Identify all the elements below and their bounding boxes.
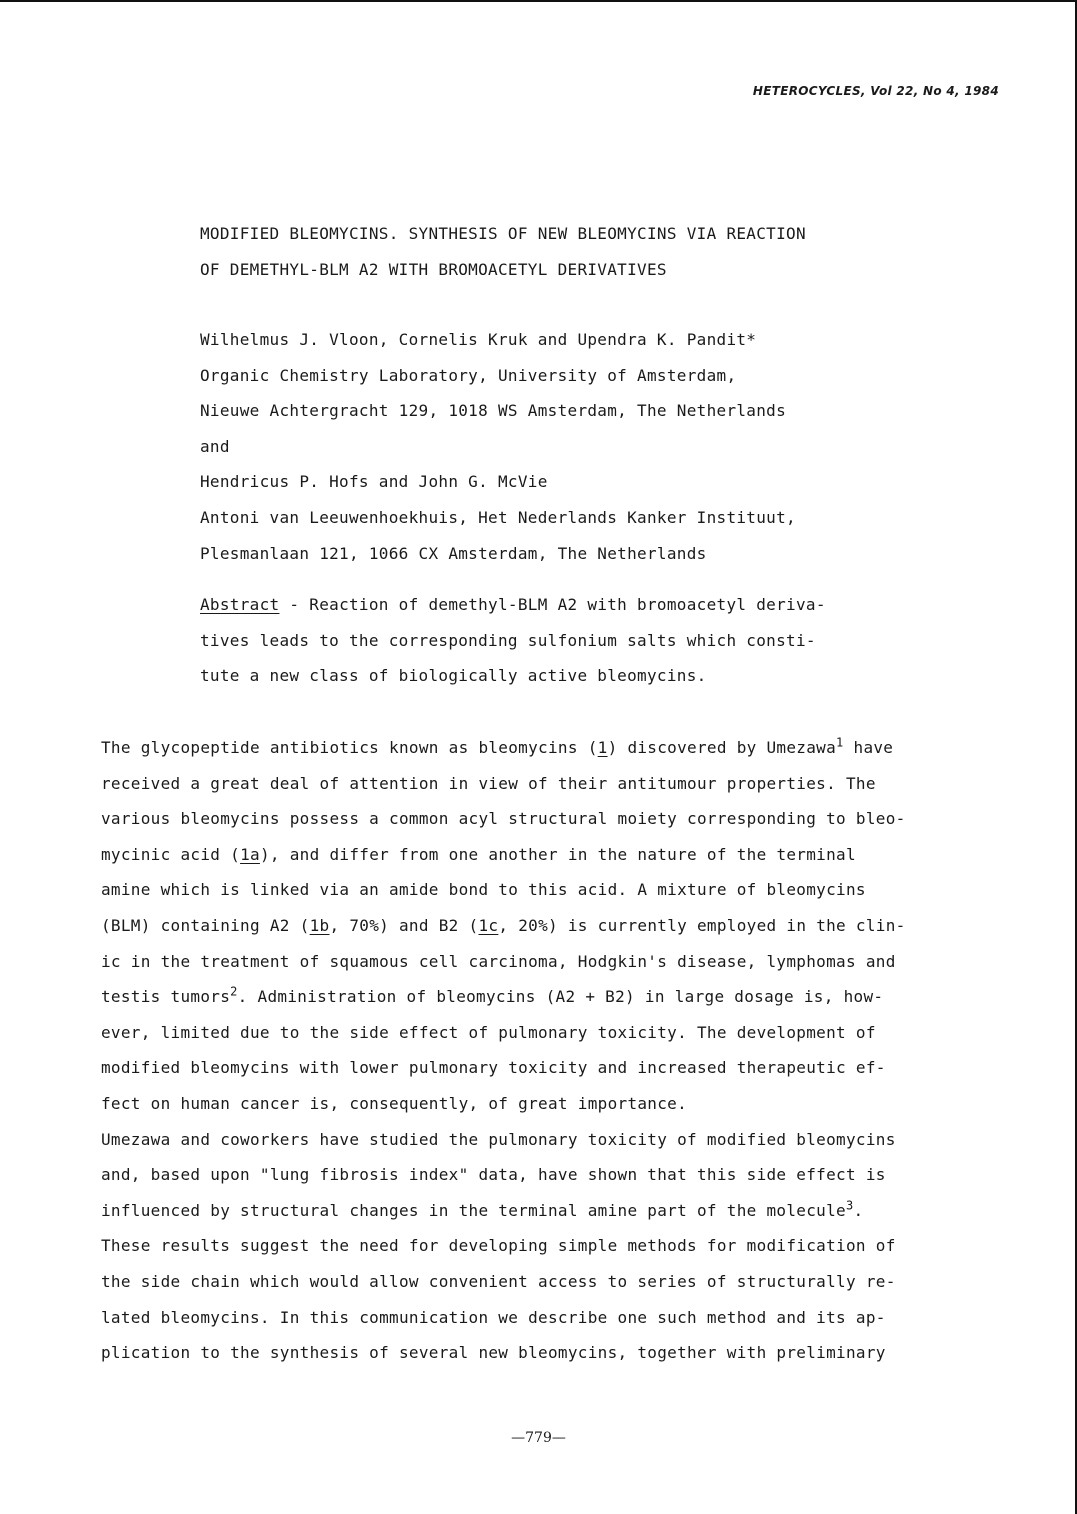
body-line: amine which is linked via an amide bond to this acid. A mixture of bleomycins xyxy=(101,880,866,900)
affiliation-line: Plesmanlaan 121, 1066 CX Amsterdam, The Netherlands xyxy=(200,543,707,563)
body-line: the side chain which would allow convenient access to series of structurally re- xyxy=(101,1271,896,1291)
footnote-ref: 3 xyxy=(845,1198,854,1213)
footnote-ref: 1 xyxy=(836,735,844,750)
compound-ref: 1b xyxy=(309,915,330,935)
abstract-label: Abstract xyxy=(200,595,280,614)
body-text xyxy=(101,736,906,1377)
abstract xyxy=(200,593,826,700)
author-affiliations xyxy=(200,328,796,577)
compound-ref: 1c xyxy=(478,915,499,935)
body-line: ic in the treatment of squamous cell carcinoma, Hodgkin's disease, lymphomas and xyxy=(101,951,896,971)
body-line: various bleomycins possess a common acyl structural moiety corresponding to bleo- xyxy=(101,809,906,829)
body-line: The glycopeptide antibiotics known as bleomycins (1) discovered by Umezawa$^1$ have xyxy=(101,735,894,757)
body-line: testis tumors$^2$. Administration of bleomycins (A2 + B2) in large dosage is, how- xyxy=(101,984,884,1007)
footnote-ref: 2 xyxy=(230,984,238,999)
authors-line: Wilhelmus J. Vloon, Cornelis Kruk and Upendra K. Pandit* xyxy=(200,330,757,349)
compound-ref: 1a xyxy=(240,844,260,864)
affiliation-line: Nieuwe Achtergracht 129, 1018 WS Amsterdam, The Netherlands xyxy=(200,401,787,421)
body-line: (BLM) containing A2 (1b, 70%) and B2 (1c, 20%) is currently employed in the clin- xyxy=(101,915,906,935)
abstract-line: tives leads to the corresponding sulfonium salts which consti- xyxy=(200,630,816,650)
abstract-line: Abstract - Reaction of demethyl-BLM A2 with bromoacetyl deriva- xyxy=(200,595,826,614)
body-line: modified bleomycins with lower pulmonary toxicity and increased therapeutic ef- xyxy=(101,1058,886,1078)
abstract-line: tute a new class of biologically active bleomycins. xyxy=(200,666,707,686)
title-line: MODIFIED BLEOMYCINS. SYNTHESIS OF NEW BLEOMYCINS VIA REACTION xyxy=(200,224,806,243)
affiliation-line: Antoni van Leeuwenhoekhuis, Het Nederlands Kanker Instituut, xyxy=(200,507,796,527)
affiliation-and: and xyxy=(200,436,230,456)
page-border-top xyxy=(0,0,1077,2)
article-title xyxy=(200,222,806,294)
body-line: lated bleomycins. In this communication we describe one such method and its ap- xyxy=(101,1307,886,1327)
body-line: received a great deal of attention in view of their antitumour properties. The xyxy=(101,773,876,793)
body-line: ever, limited due to the side effect of pulmonary toxicity. The development of xyxy=(101,1022,876,1042)
body-line: fect on human cancer is, consequently, of great importance. xyxy=(101,1093,688,1113)
body-line: influenced by structural changes in the terminal amine part of the molecule$^3$. xyxy=(101,1198,864,1220)
page-number: —779— xyxy=(511,1430,566,1446)
affiliation-line: Organic Chemistry Laboratory, University of Amsterdam, xyxy=(200,365,737,385)
body-line: plication to the synthesis of several new bleomycins, together with preliminary xyxy=(101,1343,886,1363)
body-line: These results suggest the need for developing simple methods for modification of xyxy=(101,1236,896,1256)
authors-line: Hendricus P. Hofs and John G. McVie xyxy=(200,472,548,492)
body-line: mycinic acid (1a), and differ from one another in the nature of the terminal xyxy=(101,844,856,864)
body-line: Umezawa and coworkers have studied the pulmonary toxicity of modified bleomycins xyxy=(101,1129,896,1149)
compound-ref: 1 xyxy=(597,738,608,757)
body-line: and, based upon "lung fibrosis index" data, have shown that this side effect is xyxy=(101,1165,886,1185)
title-line: OF DEMETHYL-BLM A2 WITH BROMOACETYL DERIVATIVES xyxy=(200,260,667,279)
running-head: HETEROCYCLES, Vol 22, No 4, 1984 xyxy=(752,84,999,98)
